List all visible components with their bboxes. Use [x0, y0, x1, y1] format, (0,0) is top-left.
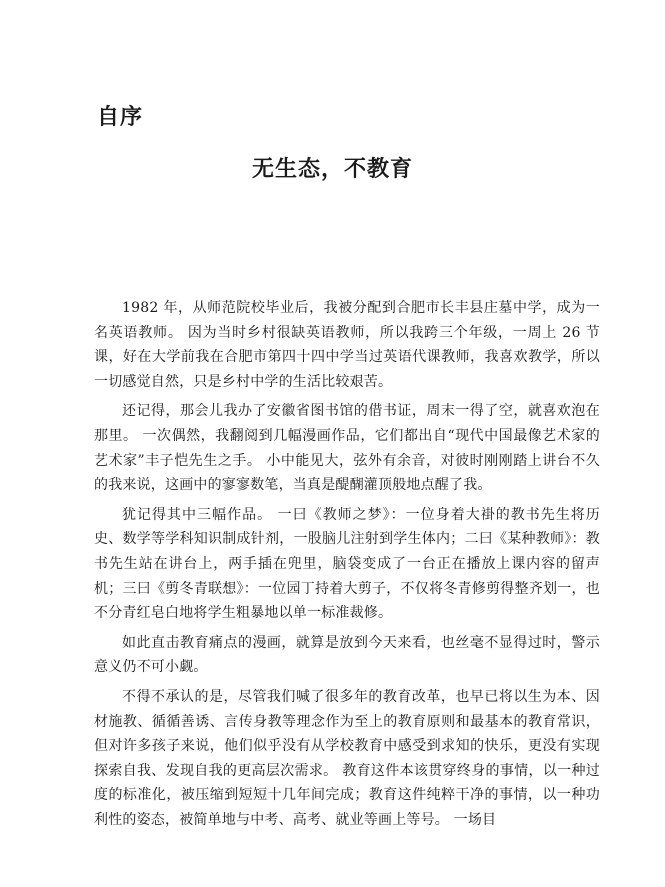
paragraph: 如此直击教育痛点的漫画，就算是放到今天来看，也丝毫不显得过时，警示意义仍不可小觑。	[94, 634, 600, 676]
paragraph: 1982 年，从师范院校毕业后，我被分配到合肥市长丰县庄墓中学，成为一名英语教师。 因为当时乡村很缺英语教师，所以我跨三个年级，一周上 26 节课，好在大学前我在合肥市第四十四中学当过英语代课教师，我喜欢教学，所以一切感觉自然，只是乡村中学的生活比较艰苦。	[94, 300, 600, 390]
section-label: 自序	[97, 105, 144, 130]
paragraph: 犹记得其中三幅作品。 一曰《教师之梦》：一位身着大褂的教书先生将历史、数学等学科知识制成针剂，一股脑儿注射到学生体内；二曰《某种教师》：教书先生站在讲台上，两手插在兜里，脑袋变成了一台正在播放上课内容的留声机；三曰《剪冬青联想》：一位园丁持着大剪子，不仅将冬青修剪得整齐划一，也不分青红皂白地将学生粗暴地以单一标准裁修。	[94, 506, 600, 622]
chapter-title: 无生态，不教育	[251, 157, 413, 182]
body-text	[94, 296, 600, 837]
paragraph: 还记得，那会儿我办了安徽省图书馆的借书证，周末一得了空，就喜欢泡在那里。 一次偶然，我翻阅到几幅漫画作品，它们都出自“现代中国最像艺术家的艺术家”丰子恺先生之手。 小中能见大，弦外有余音，对彼时刚刚踏上讲台不久的我来说，这画中的寥寥数笔，当真是醍醐灌顶般地点醒了我。	[94, 403, 600, 494]
paragraph: 不得不承认的是，尽管我们喊了很多年的教育改革，也早已将以生为本、因材施教、循循善诱、言传身教等理念作为至上的教育原则和最基本的教育常识，但对许多孩子来说，他们似乎没有从学校教育中感受到求知的快乐，更没有实现探索自我、发现自我的更高层次需求。 教育这件本该贯穿终身的事情，以一种过度的标准化，被压缩到短短十几年间完成；教育这件纯粹干净的事情，以一种功利性的姿态，被简单地与中考、高考、就业等画上等号。 一场目	[94, 688, 600, 828]
